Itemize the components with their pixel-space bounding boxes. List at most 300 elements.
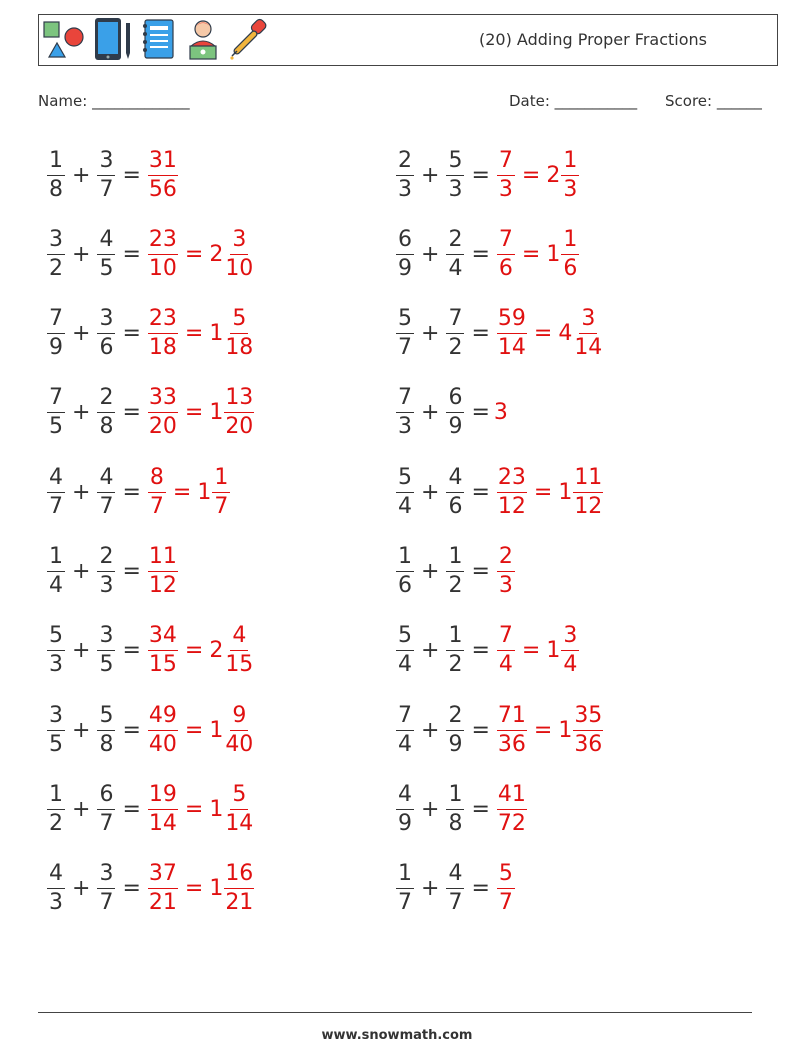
answer [494,702,606,757]
mixed-denominator: 36 [574,731,603,757]
answer-fraction [148,863,178,914]
answer [145,308,257,359]
equals-sign: = [471,876,490,902]
addend-b-numerator: 3 [97,863,115,889]
addend-b-numerator: 7 [446,308,464,334]
addend-b [446,387,464,438]
equals-sign: = [471,162,490,188]
notebook-icon [141,18,177,64]
name-field[interactable]: Name: _____________ [38,92,190,110]
mixed-denominator: 7 [214,493,229,519]
mixed-denominator: 15 [225,652,254,678]
addend-a-denominator: 2 [49,810,63,836]
plus-sign: + [72,400,91,426]
plus-sign: + [72,638,91,664]
answer-whole: 3 [493,400,508,426]
answer-fraction [148,781,178,836]
addend-a [396,863,414,914]
plus-sign: + [72,479,91,505]
addend-b [446,546,464,597]
addend-a-denominator: 3 [398,176,412,202]
addend-a-denominator: 7 [398,335,412,361]
addend-a-numerator: 1 [47,784,65,810]
answer-fraction-denominator: 20 [148,414,177,440]
problem-item [44,462,233,522]
answer-fraction-numerator: 33 [148,387,178,413]
mixed-fraction [224,781,254,836]
answer-fraction [148,308,178,359]
answer-fraction-numerator: 8 [148,467,166,493]
addend-b-numerator: 2 [446,705,464,731]
answer-fraction [148,387,178,438]
answer-fraction [497,863,515,914]
addend-a [47,147,65,202]
answer-fraction-denominator: 7 [498,890,513,916]
addend-b-denominator: 9 [448,731,463,757]
addend-a-denominator: 4 [398,493,412,519]
answer-equals-sign: = [184,321,204,347]
addend-a-denominator: 7 [49,493,63,519]
mixed-whole: 1 [546,638,561,664]
addend-a-denominator: 7 [398,890,412,916]
answer-equals-sign: = [184,717,204,743]
problem-item [393,224,582,284]
answer-fraction [497,147,515,202]
equals-sign: = [122,241,141,267]
addend-b [97,702,115,757]
answer [494,147,582,202]
equals-sign: = [122,717,141,743]
addend-b-denominator: 7 [99,176,114,202]
mixed-whole: 1 [558,479,573,505]
answer [494,226,582,281]
mixed-denominator: 40 [225,731,254,757]
mixed-numerator: 9 [230,705,248,731]
addend-a-numerator: 4 [396,784,414,810]
addend-b [446,702,464,757]
answer-fraction-denominator: 3 [498,573,513,598]
plus-sign: + [72,321,91,347]
mixed-fraction [224,702,254,757]
equals-sign: = [122,638,141,664]
mixed-fraction [224,625,254,676]
answer-fraction [497,308,527,359]
answer-equals-sign: = [184,796,204,822]
problem-item [393,859,518,919]
answer-fraction-numerator: 23 [148,308,178,334]
answer [145,387,257,438]
addend-a-numerator: 3 [47,705,65,731]
plus-sign: + [72,162,91,188]
addend-a [396,546,414,597]
mixed-denominator: 20 [225,414,254,440]
answer-fraction-denominator: 12 [497,493,526,519]
plus-sign: + [421,638,440,664]
addend-a-numerator: 4 [47,467,65,493]
addend-b [97,308,115,359]
addend-b [97,546,115,597]
addend-b-numerator: 1 [446,546,464,572]
answer [494,400,508,425]
addend-a [47,702,65,757]
answer [494,546,518,597]
problem-item [44,542,181,602]
info-row [38,92,774,116]
answer-fraction [148,625,178,676]
answer [494,781,530,836]
addend-a [47,387,65,438]
equals-sign: = [471,559,490,584]
mixed-denominator: 6 [563,255,578,281]
header-icons [43,19,277,63]
mixed-numerator: 3 [579,308,597,334]
mixed-whole: 1 [197,479,212,505]
mixed-numerator: 1 [212,467,230,493]
mixed-numerator: 3 [561,625,579,651]
answer-fraction-numerator: 23 [148,229,178,255]
answer-equals-sign: = [184,241,204,267]
answer-fraction-denominator: 6 [498,255,513,281]
addend-a-numerator: 6 [396,229,414,255]
addend-a [396,781,414,836]
plus-sign: + [421,162,440,188]
addend-a [396,625,414,676]
addend-b [97,863,115,914]
answer-equals-sign: = [521,638,541,664]
answer-fraction-denominator: 56 [148,176,177,202]
answer-fraction [148,147,178,202]
addend-b [446,781,464,836]
problem-item [44,859,257,919]
dropper-icon [229,18,269,64]
equals-sign: = [122,876,141,902]
answer-equals-sign: = [184,400,204,426]
addend-b [446,226,464,281]
answer-fraction-denominator: 15 [148,652,177,678]
answer-fraction-numerator: 31 [148,150,178,176]
mixed-whole: 1 [209,796,224,822]
mixed-whole: 1 [546,241,561,267]
tablet-icon [93,17,133,65]
problem-item [44,145,181,205]
equals-sign: = [471,796,490,822]
mixed-fraction [561,147,579,202]
problem-item [393,462,606,522]
plus-sign: + [421,241,440,267]
addend-b-denominator: 2 [448,652,463,678]
answer [494,625,582,676]
equals-sign: = [122,796,141,822]
answer-equals-sign: = [172,479,192,505]
addend-b-denominator: 7 [99,493,114,519]
plus-sign: + [72,559,91,584]
addend-b [446,308,464,359]
problem-item [393,779,530,839]
equals-sign: = [471,717,490,743]
addend-b-denominator: 6 [99,335,114,361]
answer-fraction [497,625,515,676]
answer-fraction-numerator: 37 [148,863,178,889]
addend-b [446,147,464,202]
answer [494,464,606,519]
addend-a-denominator: 5 [49,414,63,440]
addend-a [396,226,414,281]
answer-equals-sign: = [521,241,541,267]
worksheet-title: (20) Adding Proper Fractions [479,30,707,49]
equals-sign: = [471,400,490,426]
addend-a-denominator: 4 [49,573,63,598]
addend-b-numerator: 5 [97,705,115,731]
addend-a-denominator: 8 [49,176,63,202]
addend-b-numerator: 6 [446,387,464,413]
addend-a [47,464,65,519]
plus-sign: + [421,559,440,584]
addend-b-numerator: 3 [97,625,115,651]
addend-a [47,308,65,359]
addend-b [97,147,115,202]
mixed-fraction [224,387,254,438]
answer [145,625,257,676]
addend-b [97,226,115,281]
addend-a-denominator: 3 [49,652,63,678]
equals-sign: = [122,400,141,426]
addend-b-denominator: 8 [99,731,114,757]
equals-sign: = [471,321,490,347]
plus-sign: + [421,796,440,822]
addend-b-numerator: 2 [97,387,115,413]
mixed-fraction [573,308,603,359]
score-field[interactable]: Score: ______ [665,92,762,110]
answer-fraction-numerator: 49 [148,705,178,731]
addend-a-denominator: 9 [49,335,63,361]
mixed-numerator: 1 [561,229,579,255]
addend-b-denominator: 4 [448,255,463,281]
addend-a [47,625,65,676]
mixed-fraction [573,464,603,519]
answer-fraction-denominator: 12 [148,573,177,598]
plus-sign: + [72,717,91,743]
addend-b-denominator: 5 [99,255,114,281]
mixed-fraction [224,226,254,281]
mixed-fraction [573,702,603,757]
mixed-whole: 1 [209,400,224,426]
addend-a-denominator: 2 [49,255,63,281]
answer-fraction-denominator: 4 [498,652,513,678]
answer-fraction [148,226,178,281]
answer-fraction [148,702,178,757]
answer-fraction-denominator: 21 [148,890,177,916]
answer-fraction-denominator: 72 [497,810,526,836]
answer-fraction-numerator: 11 [148,546,178,572]
plus-sign: + [72,796,91,822]
answer [145,546,181,597]
equals-sign: = [471,241,490,267]
answer-fraction-numerator: 7 [497,229,515,255]
answer [145,781,257,836]
answer-equals-sign: = [533,479,553,505]
addend-b-denominator: 8 [448,810,463,836]
answer-fraction-numerator: 7 [497,150,515,176]
mixed-denominator: 4 [563,652,578,678]
answer-equals-sign: = [184,638,204,664]
addend-a [47,863,65,914]
mixed-denominator: 18 [225,335,254,361]
answer-equals-sign: = [184,876,204,902]
addend-a-numerator: 2 [396,150,414,176]
date-field[interactable]: Date: ___________ [509,92,638,110]
mixed-denominator: 12 [574,493,603,519]
addend-a-denominator: 5 [49,731,63,757]
mixed-whole: 1 [209,321,224,347]
answer-fraction [497,546,515,597]
addend-b [97,625,115,676]
addend-a-denominator: 3 [398,414,412,440]
equals-sign: = [471,638,490,664]
answer-fraction-denominator: 10 [148,255,177,281]
addend-b-numerator: 3 [97,308,115,334]
mixed-numerator: 3 [230,229,248,255]
addend-a-numerator: 1 [47,150,65,176]
addend-b-denominator: 5 [99,652,114,678]
answer-fraction-numerator: 41 [497,784,527,810]
addend-a [396,464,414,519]
equals-sign: = [122,479,141,505]
footer-divider [38,1012,752,1013]
addend-b-denominator: 3 [99,573,114,598]
answer-fraction [148,546,178,597]
answer [494,308,606,359]
addend-b-denominator: 6 [448,493,463,519]
addend-a-numerator: 5 [47,625,65,651]
mixed-denominator: 3 [563,176,578,202]
answer [145,147,181,202]
answer-fraction-numerator: 34 [148,625,178,651]
mixed-numerator: 5 [230,308,248,334]
addend-a [47,546,65,597]
answer-equals-sign: = [533,321,553,347]
addend-a [396,702,414,757]
addend-a-numerator: 5 [396,467,414,493]
mixed-numerator: 4 [230,625,248,651]
answer-fraction-numerator: 2 [497,546,515,572]
addend-b-denominator: 3 [448,176,463,202]
addend-a [396,308,414,359]
addend-a-numerator: 1 [396,863,414,889]
plus-sign: + [421,400,440,426]
mixed-denominator: 14 [574,335,603,361]
answer-fraction-numerator: 71 [497,705,527,731]
addend-b-denominator: 8 [99,414,114,440]
problem-item [44,383,257,443]
answer [145,226,257,281]
addend-a-numerator: 7 [396,705,414,731]
answer [145,464,233,519]
addend-a-numerator: 7 [47,387,65,413]
addend-a [47,226,65,281]
answer-fraction [148,464,166,519]
equals-sign: = [122,162,141,188]
addend-b-numerator: 4 [446,467,464,493]
mixed-numerator: 13 [224,387,254,413]
addend-a [396,147,414,202]
mixed-numerator: 35 [573,705,603,731]
addend-a-numerator: 7 [396,387,414,413]
problem-item [393,145,582,205]
addend-a-denominator: 6 [398,573,412,598]
mixed-fraction [561,625,579,676]
plus-sign: + [72,241,91,267]
addend-a-numerator: 7 [47,308,65,334]
equals-sign: = [122,559,141,584]
addend-a-numerator: 1 [396,546,414,572]
plus-sign: + [421,876,440,902]
answer-fraction [497,702,527,757]
mixed-numerator: 11 [573,467,603,493]
mixed-denominator: 10 [225,255,254,281]
addend-b [446,625,464,676]
plus-sign: + [421,717,440,743]
problem-item [44,224,257,284]
mixed-whole: 2 [209,638,224,664]
answer-fraction-denominator: 7 [149,493,164,519]
addend-b-numerator: 2 [446,229,464,255]
answer-fraction [497,464,527,519]
mixed-fraction [224,308,254,359]
addend-b [97,387,115,438]
addend-a-denominator: 3 [49,890,63,916]
problem-item [44,779,257,839]
mixed-whole: 4 [558,321,573,347]
addend-a-denominator: 4 [398,731,412,757]
addend-b-numerator: 4 [446,863,464,889]
addend-a [47,781,65,836]
addend-a-numerator: 4 [47,863,65,889]
addend-b-numerator: 5 [446,150,464,176]
header-box [38,14,778,66]
addend-a-denominator: 9 [398,255,412,281]
addend-a-numerator: 3 [47,229,65,255]
addend-a-denominator: 4 [398,652,412,678]
answer-fraction-denominator: 40 [148,731,177,757]
addend-b-numerator: 4 [97,229,115,255]
shapes-icon [43,19,85,63]
mixed-whole: 2 [209,241,224,267]
plus-sign: + [421,479,440,505]
answer-fraction-numerator: 23 [497,467,527,493]
answer-fraction [497,226,515,281]
answer-equals-sign: = [521,162,541,188]
answer-fraction-numerator: 7 [497,625,515,651]
plus-sign: + [421,321,440,347]
mixed-fraction [212,464,230,519]
mixed-denominator: 21 [225,890,254,916]
answer-fraction-denominator: 14 [497,335,526,361]
problem-item [44,700,257,760]
addend-a-numerator: 5 [396,308,414,334]
addend-b [446,464,464,519]
mixed-numerator: 16 [224,863,254,889]
answer-fraction-denominator: 14 [148,810,177,836]
answer-fraction-denominator: 18 [148,335,177,361]
addend-b-denominator: 2 [448,335,463,361]
addend-a [396,387,414,438]
problem-item [393,383,508,443]
problem-item [393,542,518,602]
addend-b-denominator: 9 [448,414,463,440]
mixed-whole: 1 [558,717,573,743]
addend-b-denominator: 7 [99,890,114,916]
problem-item [393,700,606,760]
